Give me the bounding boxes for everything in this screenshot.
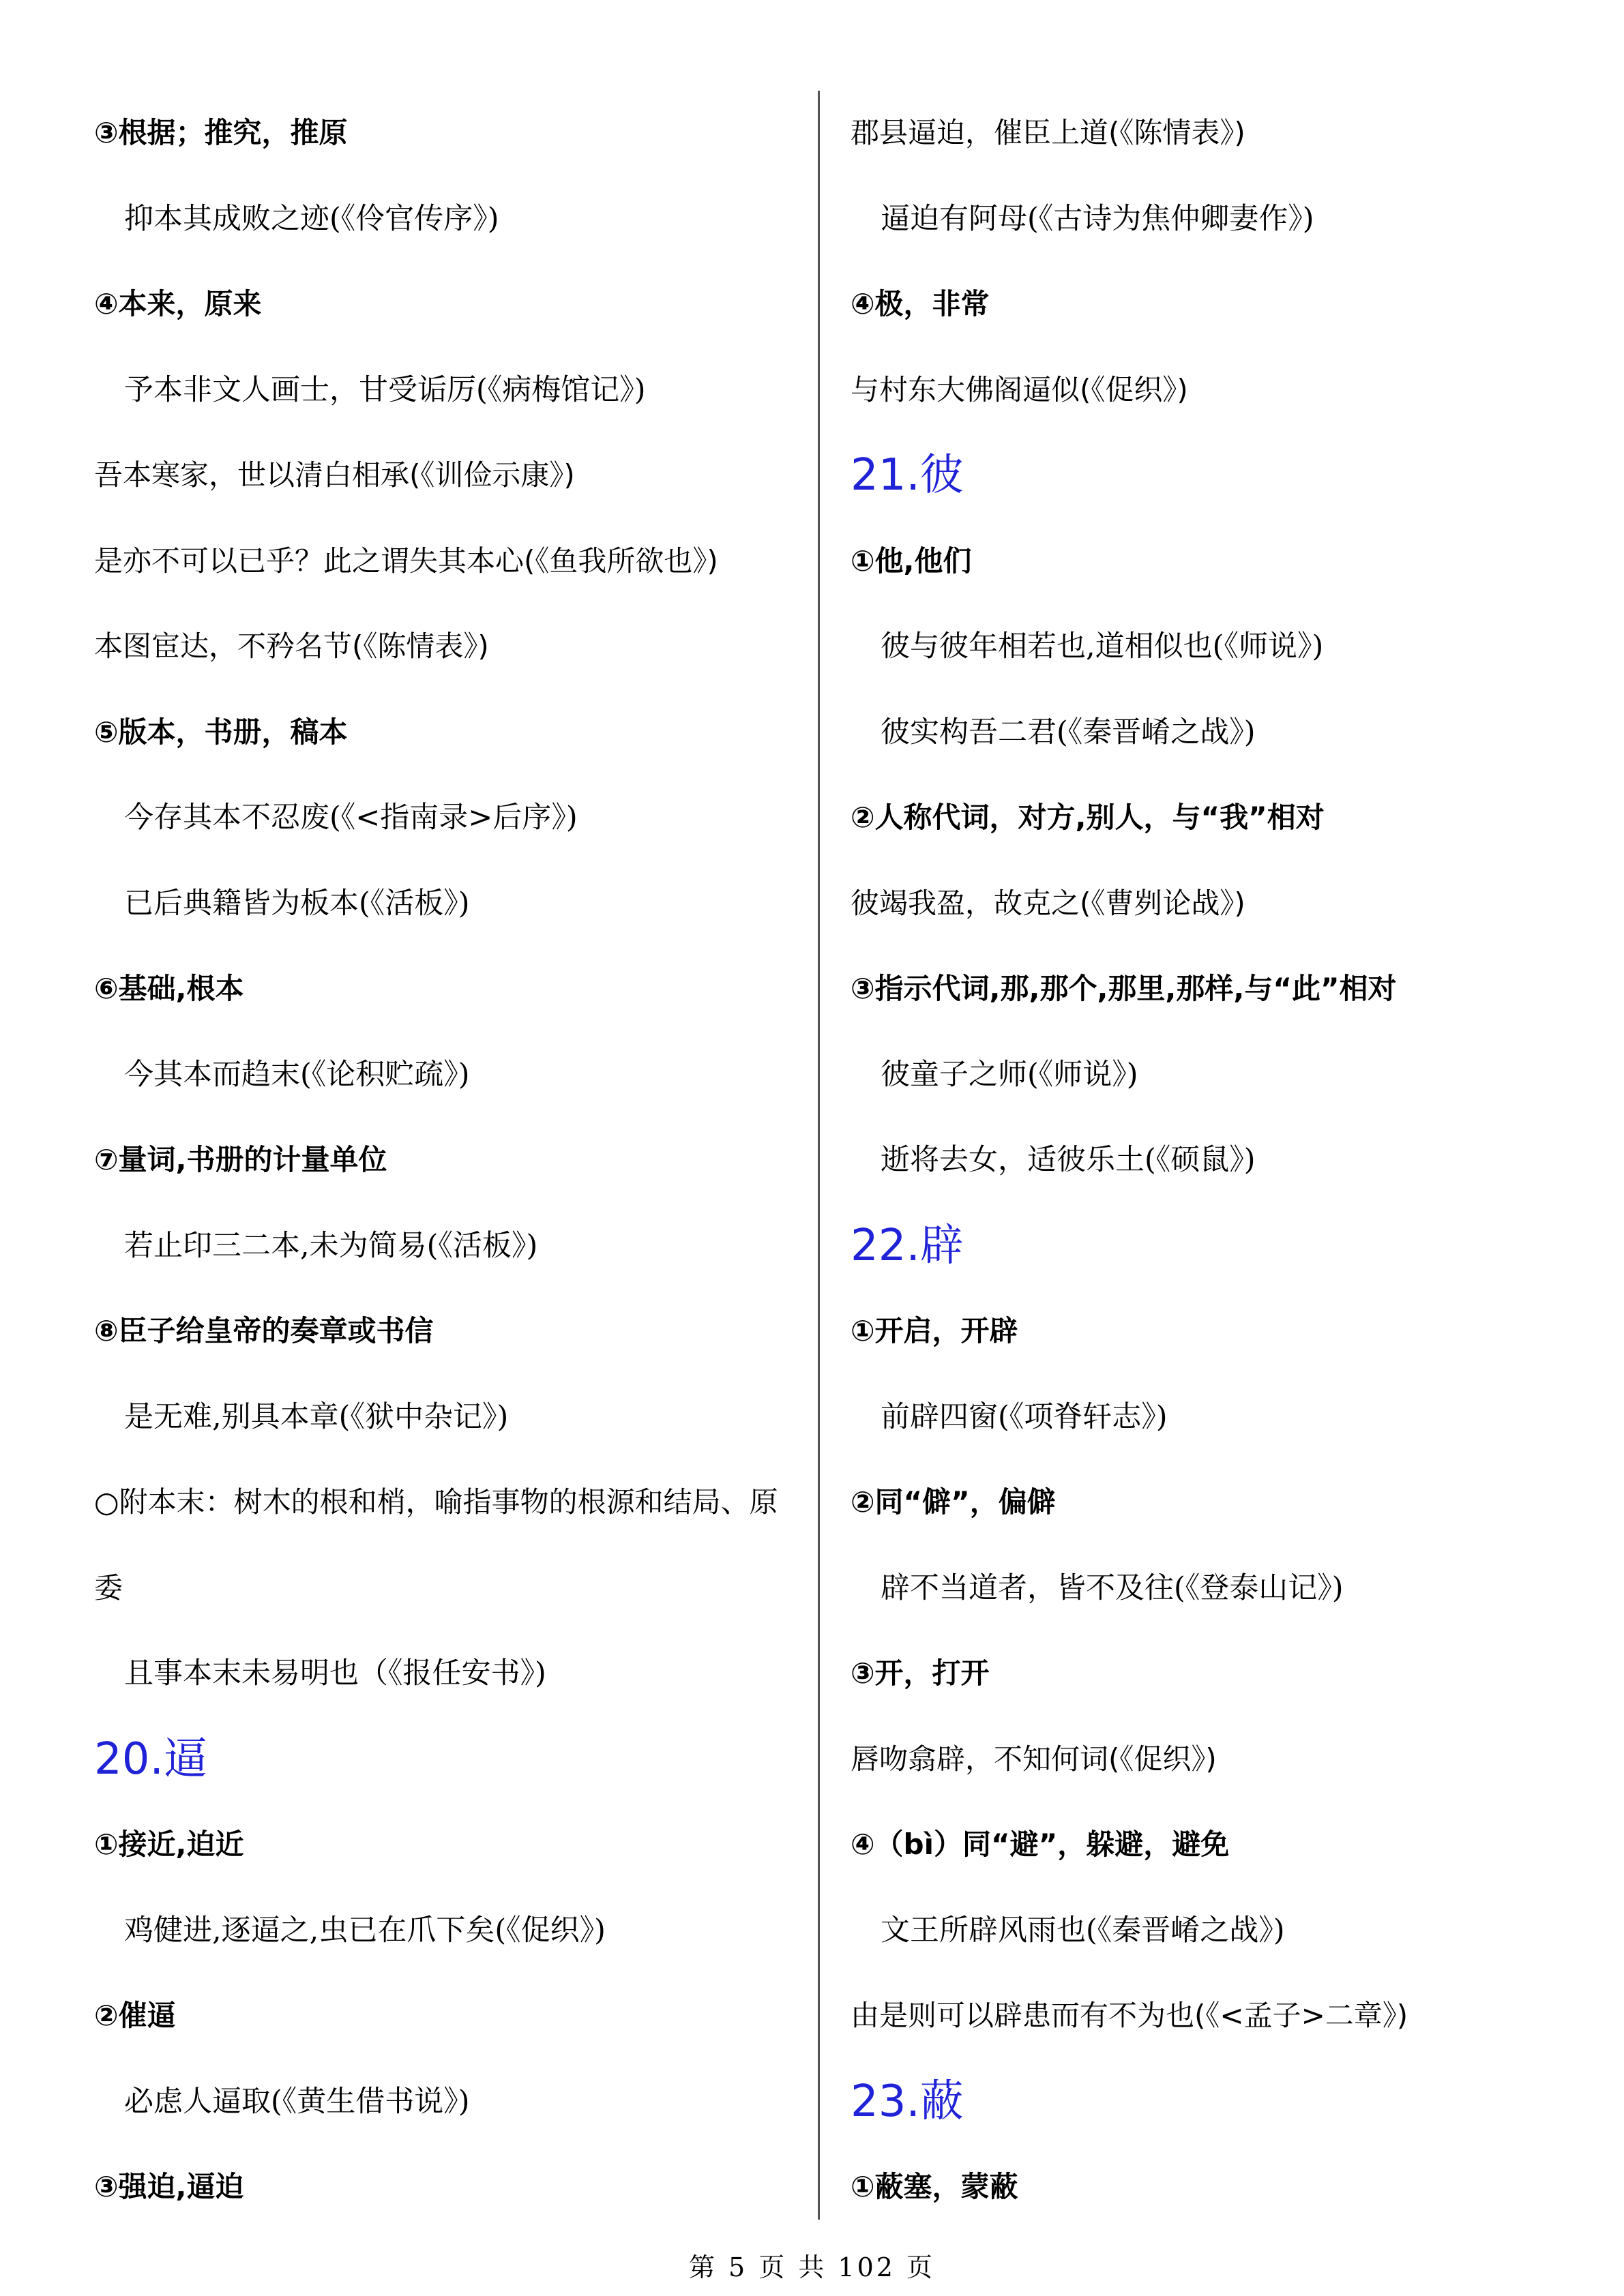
example-sentence: 彼与彼年相若也,道相似也(《师说》) — [881, 629, 1324, 664]
sense-heading: ④本来，原来 — [94, 287, 262, 320]
sense-heading: ①他,他们 — [851, 544, 972, 578]
sense-heading: ③根据；推究，推原 — [94, 116, 348, 149]
example-sentence: 逝将去女，适彼乐土(《硕鼠》) — [881, 1143, 1256, 1177]
entry-title: 23.蔽 — [851, 2076, 964, 2127]
sense-heading: ④极，非常 — [851, 287, 990, 320]
example-sentence: 已后典籍皆为板本(《活板》) — [124, 886, 470, 921]
example-sentence: 彼童子之师(《师说》) — [881, 1058, 1138, 1092]
text-line: 委 — [94, 1571, 123, 1605]
sense-heading: ②人称代词，对方,别人，与“我”相对 — [851, 801, 1325, 834]
sense-heading: ③指示代词,那,那个,那里,那样,与“此”相对 — [851, 972, 1397, 1005]
column-divider — [818, 91, 820, 2220]
example-sentence: 若止印三二本,未为简易(《活板》) — [124, 1229, 538, 1263]
example-sentence: 是无难,别具本章(《狱中杂记》) — [124, 1400, 509, 1434]
sense-heading: ③开，打开 — [851, 1656, 990, 1690]
sense-heading: ①开启，开辟 — [851, 1314, 1018, 1347]
sense-heading: ②同“僻”，偏僻 — [851, 1485, 1056, 1519]
example-sentence: 彼实构吾二君(《秦晋崤之战》) — [881, 715, 1256, 749]
sense-heading: ②催逼 — [94, 1999, 176, 2032]
text-line: ○附本末：树木的根和梢，喻指事物的根源和结局、原 — [94, 1485, 778, 1519]
entry-title: 20.逼 — [94, 1734, 207, 1785]
example-sentence: 今存其本不忍废(《<指南录>后序》) — [124, 801, 578, 835]
text-line: 由是则可以辟患而有不为也(《<孟子>二章》) — [851, 1999, 1408, 2032]
sense-heading: ⑤版本，书册，稿本 — [94, 715, 348, 749]
example-sentence: 前辟四窗(《项脊轩志》) — [881, 1400, 1168, 1434]
sense-heading: ④（bì）同“避”，躲避，避免 — [851, 1828, 1230, 1861]
sense-heading: ⑦量词,书册的计量单位 — [94, 1143, 387, 1176]
example-sentence: 文王所辟风雨也(《秦晋崤之战》) — [881, 1913, 1285, 1948]
text-line: 彼竭我盈，故克之(《曹刿论战》) — [851, 886, 1245, 920]
example-sentence: 辟不当道者，皆不及往(《登泰山记》) — [881, 1571, 1344, 1605]
text-line: 本图宦达，不矜名节(《陈情表》) — [94, 629, 489, 663]
example-sentence: 予本非文人画士，甘受诟厉(《病梅馆记》) — [124, 373, 646, 407]
example-sentence: 今其本而趋末(《论积贮疏》) — [124, 1058, 470, 1092]
example-sentence: 逼迫有阿母(《古诗为焦仲卿妻作》) — [881, 202, 1314, 236]
example-sentence: 抑本其成败之迹(《伶官传序》) — [124, 202, 499, 236]
example-sentence: 必虑人逼取(《黄生借书说》) — [124, 2085, 470, 2119]
entry-title: 22.辟 — [851, 1221, 964, 1271]
example-sentence: 且事本末未易明也（《报任安书》) — [124, 1656, 546, 1690]
text-line: 吾本寒家，世以清白相承(《训俭示康》) — [94, 458, 575, 492]
page-footer: 第 5 页 共 102 页 — [688, 2252, 936, 2282]
entry-title: 21.彼 — [851, 450, 964, 501]
example-sentence: 鸡健进,逐逼之,虫已在爪下矣(《促织》) — [124, 1913, 606, 1948]
text-line: 与村东大佛阁逼似(《促织》) — [851, 373, 1188, 406]
sense-heading: ①蔽塞，蒙蔽 — [851, 2170, 1018, 2203]
sense-heading: ⑥基础,根本 — [94, 972, 244, 1005]
sense-heading: ①接近,迫近 — [94, 1828, 244, 1861]
text-line: 唇吻翕辟，不知何词(《促织》) — [851, 1742, 1217, 1776]
text-line: 郡县逼迫，催臣上道(《陈情表》) — [851, 116, 1245, 149]
text-line: 是亦不可以已乎？此之谓失其本心(《鱼我所欲也》) — [94, 544, 718, 578]
sense-heading: ③强迫,逼迫 — [94, 2170, 244, 2203]
sense-heading: ⑧臣子给皇帝的奏章或书信 — [94, 1314, 434, 1347]
